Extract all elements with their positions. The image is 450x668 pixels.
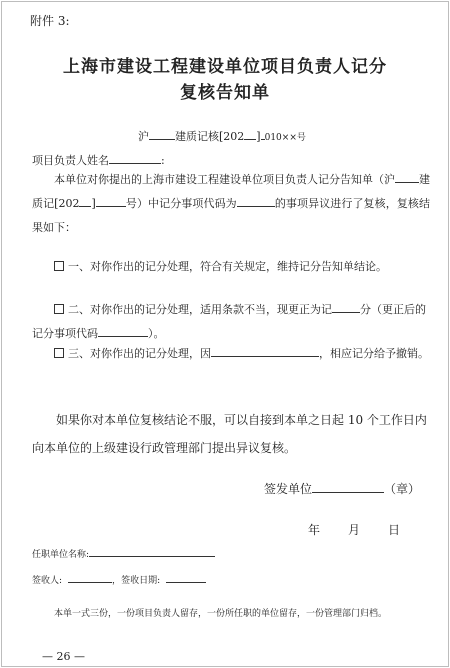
work-unit-label: 任职单位名称:: [32, 550, 90, 560]
option-3-reason-blank: [211, 345, 319, 357]
date-month: 月: [348, 523, 361, 537]
signer-sep: ，: [112, 576, 122, 586]
option-3-text-a: 三、对你作出的记分处理，因: [68, 347, 211, 360]
option-1-text: 一、对你作出的记分处理，符合有关规定，维持记分告知单结论。: [68, 260, 387, 273]
doc-blank-1: [149, 128, 175, 140]
distribution-note: 本单一式三份，一份项目负责人留存，一份所任职的单位留存，一份管理部门归档。: [54, 609, 388, 619]
option-2-text-c: ）。: [148, 327, 165, 340]
document-page: [1, 1, 449, 667]
sign-date-label: 签收日期:: [121, 576, 161, 586]
p1-blank-3: [96, 195, 126, 207]
option-3-checkbox[interactable]: [54, 348, 64, 358]
issuer-blank: [312, 480, 384, 493]
p1-text-d: 号）中记分事项代码为: [125, 197, 237, 210]
doc-blank-2: [244, 128, 256, 140]
p1-code-blank: [237, 195, 275, 207]
signer-line: [32, 573, 206, 586]
doc-bracket: ]: [256, 130, 261, 143]
addressee-name-blank: [109, 152, 161, 164]
option-2: [32, 298, 430, 346]
date-day: 日: [388, 523, 401, 537]
option-2-checkbox[interactable]: [54, 304, 64, 314]
doc-serial: 010××号: [264, 133, 306, 143]
page-number: — 26 —: [42, 650, 85, 663]
addressee-label: 项目负责人姓名: [32, 154, 109, 167]
sign-date-blank: [166, 573, 206, 583]
option-2-score-blank: [332, 301, 360, 313]
option-2-text-b: 分（更正后的记分事项代码: [32, 303, 426, 340]
work-unit-blank: [89, 547, 215, 557]
issuer-label: 签发单位: [264, 482, 313, 496]
option-3-text-b: ，相应记分给予撤销。: [319, 347, 429, 360]
option-2-text-a: 二、对你作出的记分处理，适用条款不当，现更正为记: [68, 303, 332, 316]
title-line-1: 上海市建设工程建设单位项目负责人记分: [63, 57, 387, 77]
p1-text-b: 建质记[202: [32, 173, 430, 210]
date-line: [308, 521, 400, 538]
title-line-2: 复核告知单: [180, 83, 270, 103]
p1-text-c: ]: [91, 197, 96, 210]
document-number: [138, 128, 306, 144]
attachment-label: 附件 3:: [30, 14, 70, 28]
option-1-checkbox[interactable]: [54, 261, 64, 271]
recipient-label: 签收人:: [32, 576, 63, 586]
p1-blank-2: [79, 195, 91, 207]
option-2-code-blank: [98, 325, 148, 337]
option-3: [32, 342, 430, 366]
appeal-paragraph: 如果你对本单位复核结论不服，可以自接到本单之日起 10 个工作日内向本单位的上级建设行政管理部门提出异议复核。: [32, 413, 427, 455]
doc-mid: 建质记核[202: [175, 130, 245, 143]
body-paragraph-1: [32, 168, 430, 240]
doc-prefix: 沪: [138, 130, 149, 143]
p1-text-e: 的事项异议进行了复核，复核结果如下：: [32, 197, 430, 234]
work-unit-line: [32, 547, 215, 560]
p1-blank-1: [395, 171, 419, 183]
date-year: 年: [308, 523, 321, 537]
addressee-line: [32, 152, 165, 168]
addressee-colon: :: [161, 154, 165, 167]
issuer-seal: （章）: [384, 482, 421, 496]
option-1: [32, 255, 430, 279]
p1-text-a: 本单位对你提出的上海市建设工程建设单位项目负责人记分告知单（沪: [54, 173, 395, 186]
recipient-blank: [68, 573, 112, 583]
issuer-line: [264, 480, 420, 497]
